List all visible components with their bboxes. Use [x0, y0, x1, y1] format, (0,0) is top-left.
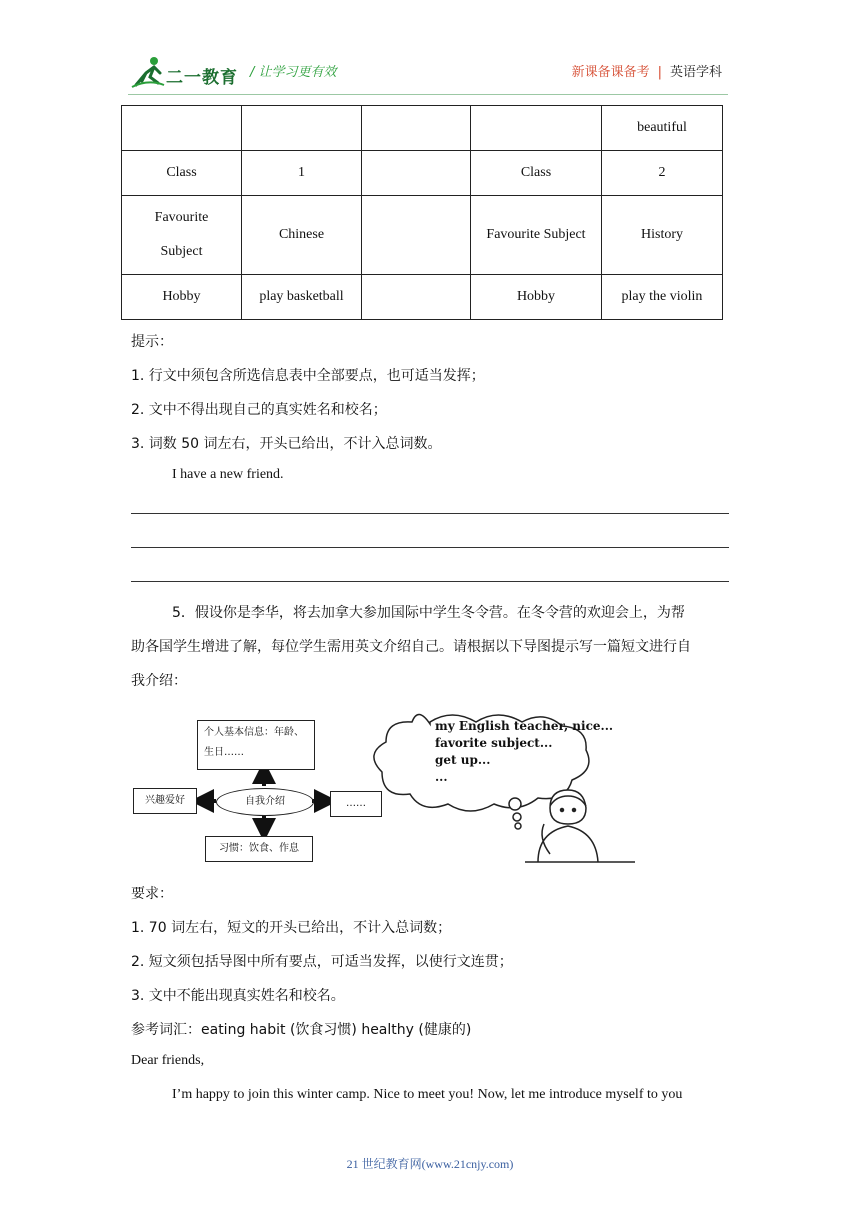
cloud-line: my English teacher, nice... [435, 719, 614, 733]
table-cell [471, 106, 602, 151]
tip-item: 3. 词数 50 词左右，开头已给出，不计入总词数。 [131, 436, 442, 452]
table-row [122, 275, 723, 320]
logo-text: 二一教育 [166, 68, 238, 88]
question-text: 5．假设你是李华，将去加拿大参加国际中学生冬令营。在冬令营的欢迎会上，为帮 [172, 605, 685, 621]
self-intro-oval: 自我介绍 [216, 788, 314, 816]
table-cell [362, 196, 471, 275]
table-cell [122, 106, 242, 151]
answer-line[interactable] [131, 513, 729, 514]
table-cell: beautiful [602, 106, 723, 151]
table-cell: Class [471, 151, 602, 196]
table-cell [362, 275, 471, 320]
more-box: …… [330, 791, 382, 817]
subject-label: 英语学科 [669, 65, 722, 80]
reference-vocab: 参考词汇：eating habit (饮食习惯) healthy (健康的) [131, 1022, 472, 1038]
table-cell [242, 106, 362, 151]
table-cell [362, 106, 471, 151]
answer-line[interactable] [131, 547, 729, 548]
page-footer: 21 世纪教育网(www.21cnjy.com) [346, 1157, 514, 1171]
mind-map-diagram [130, 712, 640, 872]
hobbies-box: 兴趣爱好 [133, 788, 197, 814]
info-table [121, 105, 723, 320]
table-cell: Favourite Subject [471, 196, 602, 275]
slogan: / 让学习更有效 [250, 65, 337, 80]
table-cell: 1 [242, 151, 362, 196]
tips-heading: 提示： [131, 334, 173, 350]
question-text: 我介绍： [131, 673, 187, 689]
tip-item: 1. 行文中须包含所选信息表中全部要点，也可适当发挥； [131, 368, 485, 384]
table-row [122, 106, 723, 151]
table-cell: 2 [602, 151, 723, 196]
personal-info-line1: 个人基本信息：年龄、 [204, 727, 304, 738]
table-cell [362, 151, 471, 196]
essay-opening-2: I’m happy to join this winter camp. Nice to meet you! Now, let me introduce myself to you [172, 1087, 683, 1102]
header-divider [128, 94, 728, 95]
salutation: Dear friends, [131, 1053, 205, 1068]
answer-line[interactable] [131, 581, 729, 582]
table-cell: Class [122, 151, 242, 196]
essay-opening: I have a new friend. [172, 467, 284, 482]
tip-item: 2. 文中不得出现自己的真实姓名和校名； [131, 402, 387, 418]
cloud-line: ... [435, 770, 448, 784]
personal-info-line2: 生日…… [204, 747, 244, 758]
table-row [122, 151, 723, 196]
logo [130, 55, 238, 89]
cloud-line: get up... [435, 753, 491, 767]
table-cell: Hobby [471, 275, 602, 320]
habits-box: 习惯：饮食、作息 [205, 836, 313, 862]
requirement-item: 1. 70 词左右，短文的开头已给出，不计入总词数； [131, 920, 452, 936]
course-label: 新课备课备考 [571, 65, 650, 80]
header-right [572, 61, 722, 80]
cloud-line: favorite subject... [435, 736, 553, 750]
table-cell: Favourite Subject [122, 196, 242, 275]
question-text: 助各国学生增进了解，每位学生需用英文介绍自己。请根据以下导图提示写一篇短文进行自 [131, 639, 691, 655]
personal-info-box [197, 720, 315, 770]
table-row [122, 196, 723, 275]
table-cell: play basketball [242, 275, 362, 320]
cloud-text [435, 718, 613, 786]
requirement-item: 3. 文中不能出现真实姓名和校名。 [131, 988, 345, 1004]
thinking-person [525, 790, 635, 862]
table-cell: Hobby [122, 275, 242, 320]
header-separator: | [657, 65, 662, 80]
runner-logo-icon [130, 55, 166, 89]
requirements-heading: 要求： [131, 886, 173, 902]
table-cell: play the violin [602, 275, 723, 320]
requirement-item: 2. 短文须包括导图中所有要点，可适当发挥，以使行文连贯； [131, 954, 513, 970]
table-cell: History [602, 196, 723, 275]
page-header [0, 0, 860, 100]
table-cell: Chinese [242, 196, 362, 275]
